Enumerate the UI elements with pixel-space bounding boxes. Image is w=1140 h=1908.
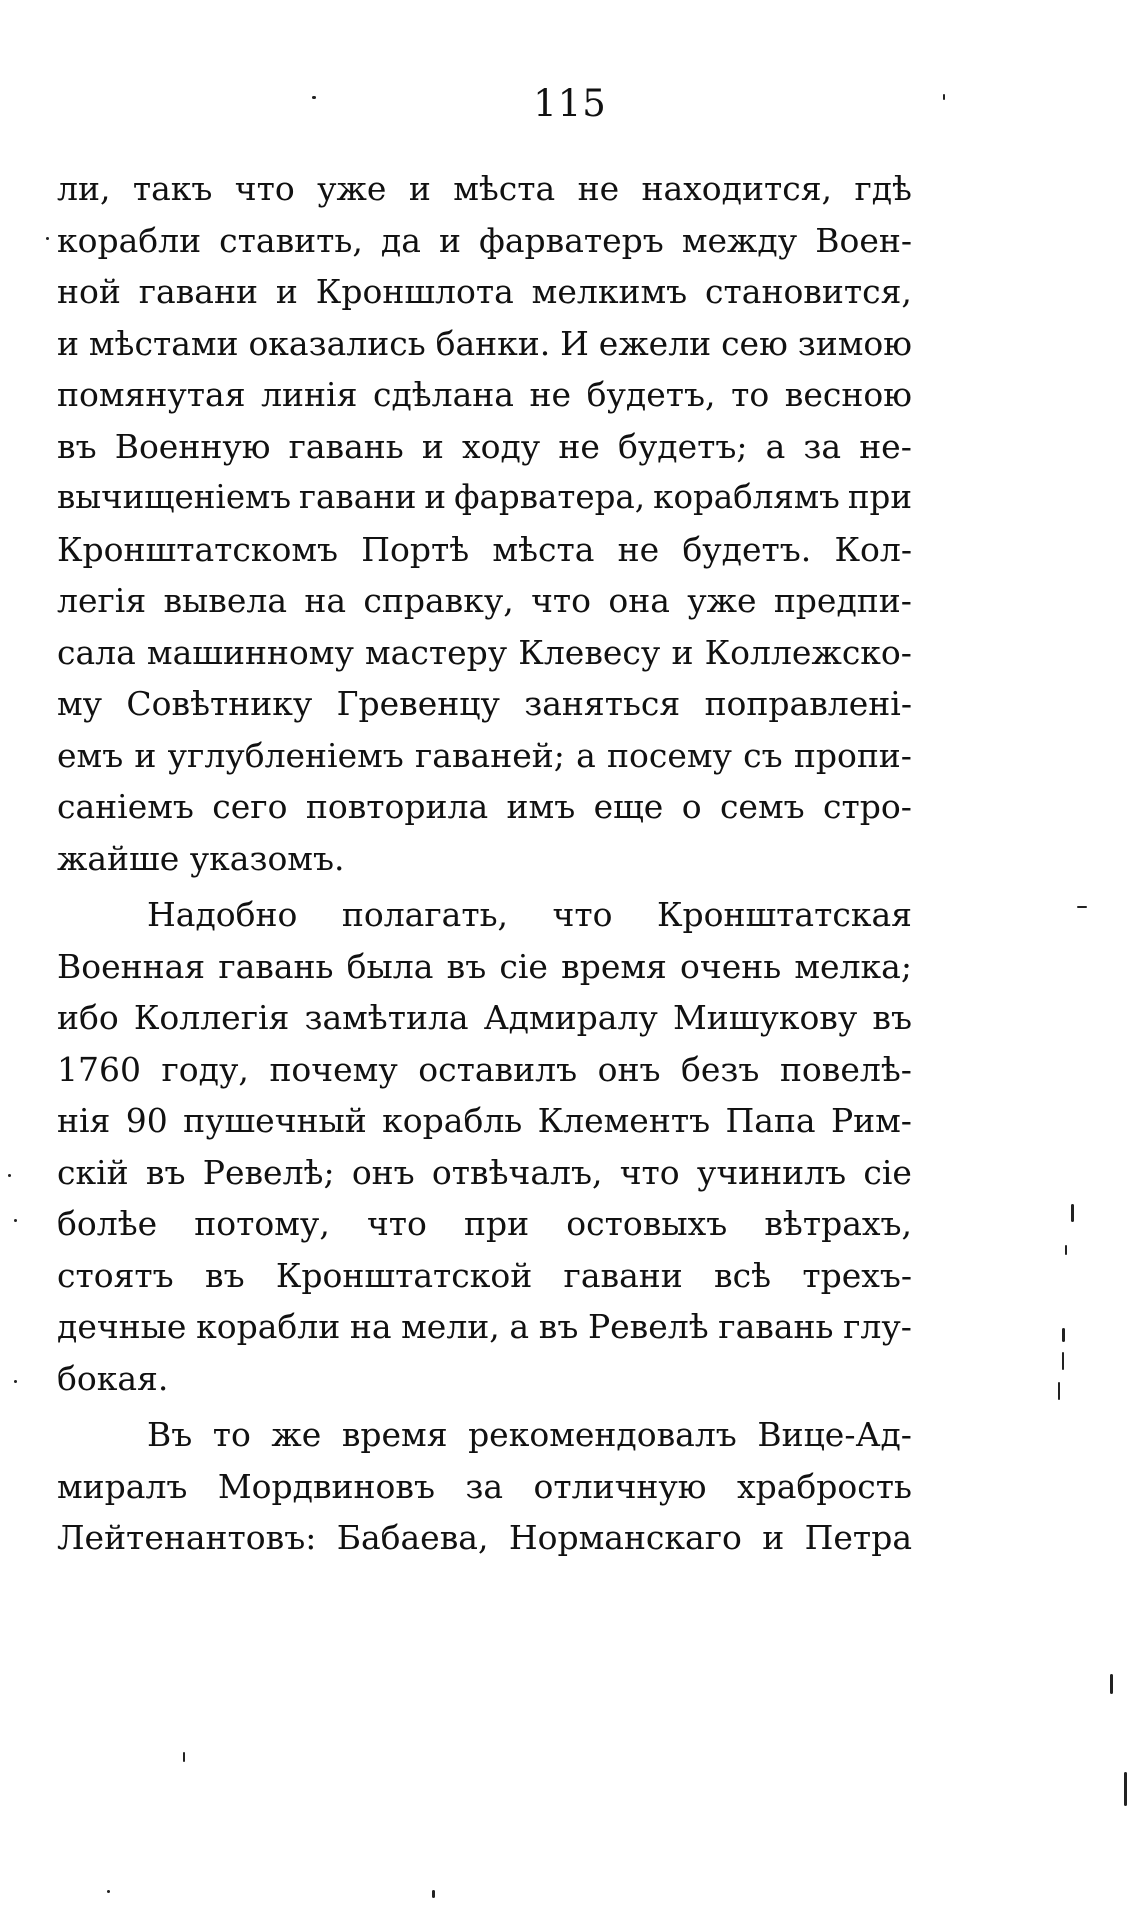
text-line: [57, 421, 912, 473]
word: вычищеніемъ: [57, 478, 292, 516]
scan-speck: [107, 1890, 110, 1893]
word: при: [847, 478, 912, 516]
text-line: [57, 1147, 912, 1199]
scan-speck: [8, 1174, 11, 1177]
scan-speck: [1062, 1328, 1065, 1342]
text-line: [57, 575, 912, 627]
word: безъ: [681, 1049, 760, 1089]
word: Кол-: [834, 529, 912, 569]
word: машинному: [146, 632, 354, 672]
word: гдѣ: [854, 169, 912, 208]
word: и: [57, 323, 79, 363]
text-line: [57, 627, 912, 679]
word: на: [349, 1307, 392, 1346]
word: дечные: [57, 1307, 187, 1346]
scan-speck: [1058, 1382, 1060, 1400]
text-line: [57, 163, 912, 215]
word: остовыхъ: [566, 1204, 728, 1243]
text-line: [57, 1095, 912, 1147]
word: емъ: [57, 735, 124, 775]
word: справку,: [363, 581, 514, 620]
word: при: [464, 1204, 530, 1243]
word: сею: [721, 323, 788, 363]
word: потому,: [194, 1204, 330, 1243]
word: углубленіемъ: [167, 735, 404, 775]
word: Коллегія: [133, 998, 290, 1037]
word: а: [576, 735, 596, 775]
word: корабль: [382, 1101, 523, 1140]
word: сіе: [863, 1152, 912, 1192]
word: фарватера,: [454, 478, 646, 516]
word: ежели: [598, 323, 712, 363]
word: нія: [57, 1101, 111, 1140]
word: въ: [57, 426, 97, 466]
word: стоятъ: [57, 1255, 174, 1295]
word: замѣтила: [304, 998, 469, 1037]
word: легія: [57, 581, 147, 620]
scan-speck: [432, 1890, 435, 1898]
word: весною: [784, 375, 912, 414]
word: Петра: [804, 1518, 912, 1557]
word: будетъ,: [586, 375, 716, 414]
word: посему: [606, 735, 732, 775]
scan-speck: [1071, 1204, 1074, 1222]
word: гаваней;: [415, 735, 565, 775]
word: Военная: [57, 946, 206, 986]
word: сіе: [499, 946, 548, 986]
word: полагать,: [341, 895, 509, 934]
word: предпи-: [773, 581, 912, 620]
word: мѣстами: [88, 323, 239, 363]
word: да: [380, 220, 421, 260]
word: Вице-Ад-: [757, 1415, 912, 1454]
word: Ревелѣ;: [202, 1152, 335, 1192]
word: и: [671, 632, 694, 672]
word: будетъ.: [682, 529, 812, 569]
word: о: [681, 787, 702, 826]
word: повторила: [305, 787, 489, 826]
text-line: [57, 318, 912, 370]
word: почему: [269, 1049, 398, 1089]
word: году,: [161, 1049, 249, 1089]
word: Мордвиновъ: [217, 1466, 435, 1506]
word: поправлені-: [704, 684, 912, 723]
word: семъ: [719, 787, 805, 826]
word: не-: [859, 426, 912, 466]
text-line: [57, 472, 912, 524]
scan-speck: [14, 1219, 17, 1222]
word: въ: [204, 1255, 245, 1295]
word: глу-: [843, 1307, 912, 1346]
word: Папа: [725, 1101, 816, 1140]
text-line: [57, 1409, 912, 1461]
word: очень: [680, 946, 782, 986]
word: гавани: [138, 272, 258, 311]
word: Надобно: [147, 895, 298, 934]
word: 1760: [57, 1049, 141, 1089]
text-line: [57, 889, 912, 941]
word: гавань: [288, 426, 404, 466]
word: учинилъ: [696, 1152, 847, 1192]
word: не: [529, 375, 572, 414]
word: онъ: [351, 1152, 415, 1192]
word: и: [424, 478, 447, 516]
word: въ: [446, 946, 487, 986]
word: ибо: [57, 998, 119, 1037]
word: Коллежско-: [704, 632, 912, 672]
text-line: [57, 524, 912, 576]
word: и: [275, 272, 298, 311]
word: будетъ;: [617, 426, 748, 466]
word: Въ: [147, 1415, 193, 1454]
word: скій: [57, 1152, 129, 1192]
word: Ревелѣ: [587, 1307, 709, 1346]
word: мѣста: [492, 529, 595, 569]
scan-speck: [46, 237, 49, 240]
word: корабли: [196, 1307, 341, 1346]
word: онъ: [597, 1049, 661, 1089]
word: И: [560, 323, 589, 363]
word: такъ: [132, 169, 213, 208]
word: между: [681, 220, 798, 260]
scan-speck: [14, 1380, 17, 1383]
word: 90: [125, 1101, 168, 1140]
word: отвѣчалъ,: [431, 1152, 603, 1192]
word: а: [765, 426, 786, 466]
paragraph-2: [57, 889, 912, 1404]
word: гавани: [299, 478, 417, 516]
text-line: [57, 992, 912, 1044]
word: Бабаева,: [336, 1518, 489, 1557]
word: что: [619, 1152, 680, 1192]
text-line: [57, 1250, 912, 1302]
word: не: [558, 426, 600, 466]
text-line: [57, 1461, 912, 1513]
word: и: [762, 1518, 785, 1557]
word: была: [346, 946, 434, 986]
text-line: [57, 1198, 912, 1250]
word: всѣ: [714, 1255, 772, 1295]
word: же: [271, 1415, 322, 1454]
word: въ: [872, 998, 912, 1037]
word: еще: [593, 787, 664, 826]
word: заняться: [524, 684, 681, 723]
word: и: [421, 426, 444, 466]
word: сего: [212, 787, 288, 826]
word: она: [608, 581, 670, 620]
word: му: [57, 684, 103, 723]
word: сдѣлана: [372, 375, 514, 414]
word: Клевесу: [518, 632, 661, 672]
word: помянутая: [57, 375, 246, 414]
word: Кронштатская: [656, 895, 912, 934]
word: мастеру: [365, 632, 508, 672]
scan-speck: [1077, 906, 1087, 908]
text-line: бокая.: [57, 1358, 169, 1398]
word: не: [577, 169, 620, 208]
word: становится,: [705, 272, 912, 311]
word: гавань: [218, 946, 334, 986]
word: стро-: [823, 787, 912, 826]
word: сала: [57, 632, 136, 672]
text-line: [57, 1301, 912, 1353]
word: гавани: [563, 1255, 683, 1295]
word: что: [552, 895, 613, 934]
word: что: [234, 169, 295, 208]
word: болѣе: [57, 1204, 158, 1243]
word: мелкимъ: [531, 272, 688, 311]
text-line: [57, 215, 912, 267]
word: находится,: [641, 169, 833, 208]
word: пропи-: [793, 735, 912, 775]
word: Военную: [114, 426, 271, 466]
word: отличную: [533, 1466, 707, 1506]
word: Адмиралу: [483, 998, 658, 1037]
word: и: [438, 220, 461, 260]
word: вѣтрахъ,: [764, 1204, 912, 1243]
word: Лейтенантовъ:: [57, 1518, 317, 1557]
scan-speck: [183, 1752, 185, 1762]
word: линія: [261, 375, 358, 414]
text-line: [57, 1044, 912, 1096]
word: саніемъ: [57, 787, 194, 826]
paragraph-3: [57, 1409, 912, 1564]
word: а: [509, 1307, 530, 1346]
word: ходу: [462, 426, 541, 466]
word: фарватеръ: [479, 220, 664, 260]
word: Гревенцу: [336, 684, 500, 723]
word: мѣста: [453, 169, 556, 208]
word: и: [134, 735, 157, 775]
word: гавань: [718, 1307, 834, 1346]
scan-speck: [943, 94, 945, 100]
word: Клементъ: [537, 1101, 711, 1140]
text-line: [57, 1512, 912, 1564]
word: зимою: [797, 323, 912, 363]
word: Воен-: [815, 220, 912, 260]
word: Кронштатскомъ: [57, 529, 339, 569]
word: Норманскаго: [508, 1518, 742, 1557]
word: банки.: [435, 323, 551, 363]
word: Совѣтнику: [126, 684, 313, 723]
word: мелка;: [794, 946, 912, 986]
scan-speck: [1062, 1352, 1064, 1370]
word: ли,: [57, 169, 111, 208]
word: за: [803, 426, 842, 466]
word: уже: [317, 169, 387, 208]
word: повелѣ-: [779, 1049, 912, 1089]
scan-speck: [1065, 1245, 1067, 1255]
text-line: [57, 266, 912, 318]
paragraph-1: [57, 163, 912, 884]
word: ной: [57, 272, 121, 311]
word: съ: [743, 735, 783, 775]
word: то: [731, 375, 770, 414]
word: на: [304, 581, 347, 620]
text-line: [57, 678, 912, 730]
word: Портѣ: [361, 529, 470, 569]
text-line: [57, 730, 912, 782]
word: не: [617, 529, 660, 569]
word: кораблямъ: [653, 478, 840, 516]
word: мели,: [401, 1307, 500, 1346]
word: Кронштатской: [275, 1255, 533, 1295]
word: Мишукову: [672, 998, 858, 1037]
word: корабли: [57, 220, 202, 260]
word: ставить,: [219, 220, 363, 260]
page-number: 115: [533, 82, 607, 125]
scan-speck: [312, 96, 316, 99]
scan-speck: [1110, 1674, 1113, 1694]
text-line: [57, 781, 912, 833]
text-line: [57, 369, 912, 421]
word: время: [341, 1415, 448, 1454]
body-text: [57, 163, 912, 1564]
scan-speck: [1124, 1772, 1127, 1806]
word: что: [366, 1204, 427, 1243]
word: рекомендовалъ: [468, 1415, 737, 1454]
text-line: [57, 941, 912, 993]
word: миралъ: [57, 1466, 188, 1506]
word: оказались: [248, 323, 426, 363]
word: оставилъ: [418, 1049, 578, 1089]
word: уже: [687, 581, 757, 620]
word: и: [408, 169, 431, 208]
word: за: [465, 1466, 504, 1506]
word: то: [212, 1415, 251, 1454]
word: пушечный: [183, 1101, 367, 1140]
word: трехъ-: [802, 1255, 912, 1295]
word: храбрость: [736, 1466, 912, 1506]
word: имъ: [506, 787, 576, 826]
word: Кроншлота: [315, 272, 514, 311]
word: что: [531, 581, 592, 620]
word: Рим-: [830, 1101, 912, 1140]
word: вывела: [163, 581, 288, 620]
word: въ: [145, 1152, 186, 1192]
text-line: жайше указомъ.: [57, 838, 345, 878]
word: время: [561, 946, 667, 986]
word: въ: [538, 1307, 579, 1346]
